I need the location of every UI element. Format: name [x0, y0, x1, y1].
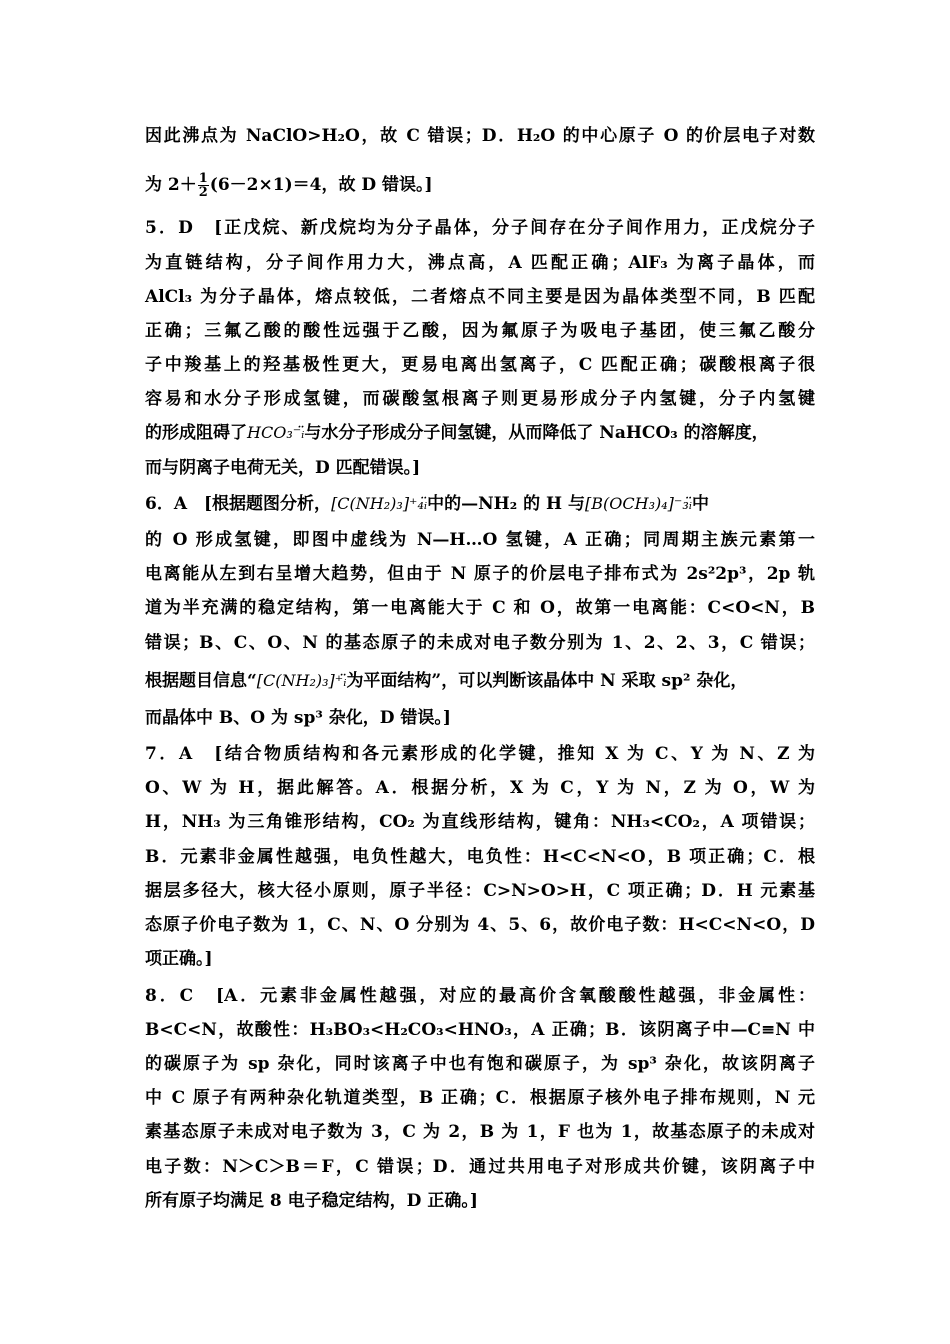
- text-segment: 中的—NH₂ 的 H 与: [427, 494, 586, 514]
- answer-8-heading: 8．C [A．元素非金属性越强，对应的最高价含氧酸酸性越强，非金属性：: [145, 986, 815, 1006]
- fraction-denominator: 2: [198, 185, 208, 200]
- text-segment: 与水分子形成分子间氢键，从而降低了 NaHCO₃ 的溶解度，: [304, 423, 769, 443]
- text-segment: 6．A [根据题图分析，: [145, 494, 332, 514]
- text-line: 据层多径大，核大径小原则，原子半径：C>N>O>H，C 项正确；D．H 元素基: [145, 881, 815, 901]
- hco3-formula: HCO₃⁻ᵢ̈: [247, 423, 305, 442]
- text-line: 所有原子均满足 8 电子稳定结构，D 正确。]: [145, 1191, 478, 1211]
- text-line: 因此沸点为 NaClO>H₂O，故 C 错误；D．H₂O 的中心原子 O 的价层电子对数: [145, 126, 815, 146]
- text-line: 子中羧基上的羟基极性更大，更易电离出氢离子，C 匹配正确；碳酸根离子很: [145, 355, 815, 375]
- text-line: 而晶体中 B、O 为 sp³ 杂化，D 错误。]: [145, 708, 451, 728]
- text-line: 道为半充满的稳定结构，第一电离能大于 C 和 O，故第一电离能：C<O<N，B: [145, 598, 815, 618]
- fraction-numerator: 1: [198, 171, 208, 186]
- text-line: 的 O 形成氢键，即图中虚线为 N—H…O 氢键，A 正确；同周期主族元素第一: [145, 530, 815, 550]
- text-line: 电子数：N＞C＞B＝F，C 错误；D．通过共用电子对形成共价键，该阴离子中: [145, 1157, 815, 1177]
- guanidinium-ion-formula: [C(NH₂)₃]⁺ᵢ̈: [256, 671, 347, 690]
- text-line: 为直链结构，分子间作用力大，沸点高，A 匹配正确；AlF₃ 为离子晶体，而: [145, 253, 815, 273]
- text-segment: 根据题目信息“: [145, 671, 257, 691]
- text-segment: 为平面结构”，可以判断该晶体中 N 采取 sp² 杂化，: [346, 671, 748, 691]
- text-line: 的碳原子为 sp 杂化，同时该离子中也有饱和碳原子，为 sp³ 杂化，故该阴离子: [145, 1054, 815, 1074]
- fraction: [198, 172, 209, 199]
- text-line: 项正确。]: [145, 949, 213, 969]
- text-segment: 的形成阻碍了: [145, 423, 247, 443]
- borate-ion-formula: [B(OCH₃)₄]⁻₃ᵢ̈: [585, 494, 692, 513]
- text-line-formula: [145, 421, 815, 445]
- text-line: 中 C 原子有两种杂化轨道类型，B 正确；C．根据原子核外电子排布规则，N 元: [145, 1088, 815, 1108]
- answer-7-heading: 7．A [结合物质结构和各元素形成的化学键，推知 X 为 C、Y 为 N、Z 为: [145, 744, 815, 764]
- text-line: 素基态原子未成对电子数为 3，C 为 2，B 为 1，F 也为 1，故基态原子的未成对: [145, 1122, 815, 1142]
- text-line: B<C<N，故酸性：H₃BO₃<H₂CO₃<HNO₃，A 正确；B．该阴离子中—C≡N 中: [145, 1020, 815, 1040]
- text-line: 正确；三氟乙酸的酸性远强于乙酸，因为氟原子为吸电子基团，使三氟乙酸分: [145, 321, 815, 341]
- text-line: H，NH₃ 为三角锥形结构，CO₂ 为直线形结构，键角：NH₃<CO₂，A 项错误；: [145, 812, 815, 832]
- text-line: 电离能从左到右呈增大趋势，但由于 N 原子的价层电子排布式为 2s²2p³，2p 轨: [145, 564, 815, 584]
- text-segment: 中: [691, 494, 709, 514]
- text-line-fraction: [145, 172, 815, 199]
- text-line: AlCl₃ 为分子晶体，熔点较低，二者熔点不同主要是因为晶体类型不同，B 匹配: [145, 287, 815, 307]
- text-segment: (6－2×1)＝4，故 D 错误。]: [209, 175, 433, 195]
- text-line-formula: [145, 669, 815, 693]
- text-line: O、W 为 H，据此解答。A．根据分析，X 为 C，Y 为 N，Z 为 O，W 为: [145, 778, 815, 798]
- answer-5-heading: 5．D [正戊烷、新戊烷均为分子晶体，分子间存在分子间作用力，正戊烷分子: [145, 218, 815, 238]
- answer-6-heading: [145, 492, 815, 516]
- text-line: B．元素非金属性越强，电负性越大，电负性：H<C<N<O，B 项正确；C．根: [145, 847, 815, 867]
- text-line: 容易和水分子形成氢键，而碳酸氢根离子则更易形成分子内氢键，分子内氢键: [145, 389, 815, 409]
- text-line: 态原子价电子数为 1，C、N、O 分别为 4、5、6，故价电子数：H<C<N<O，D: [145, 915, 815, 935]
- guanidinium-ion-formula: [C(NH₂)₃]⁺₄ᵢ̈: [331, 494, 428, 513]
- text-line: 错误；B、C、O、N 的基态原子的未成对电子数分别为 1、2、2、3，C 错误；: [145, 633, 815, 653]
- text-line: 而与阴离子电荷无关，D 匹配错误。]: [145, 458, 421, 478]
- text-segment: 为 2＋: [145, 175, 197, 195]
